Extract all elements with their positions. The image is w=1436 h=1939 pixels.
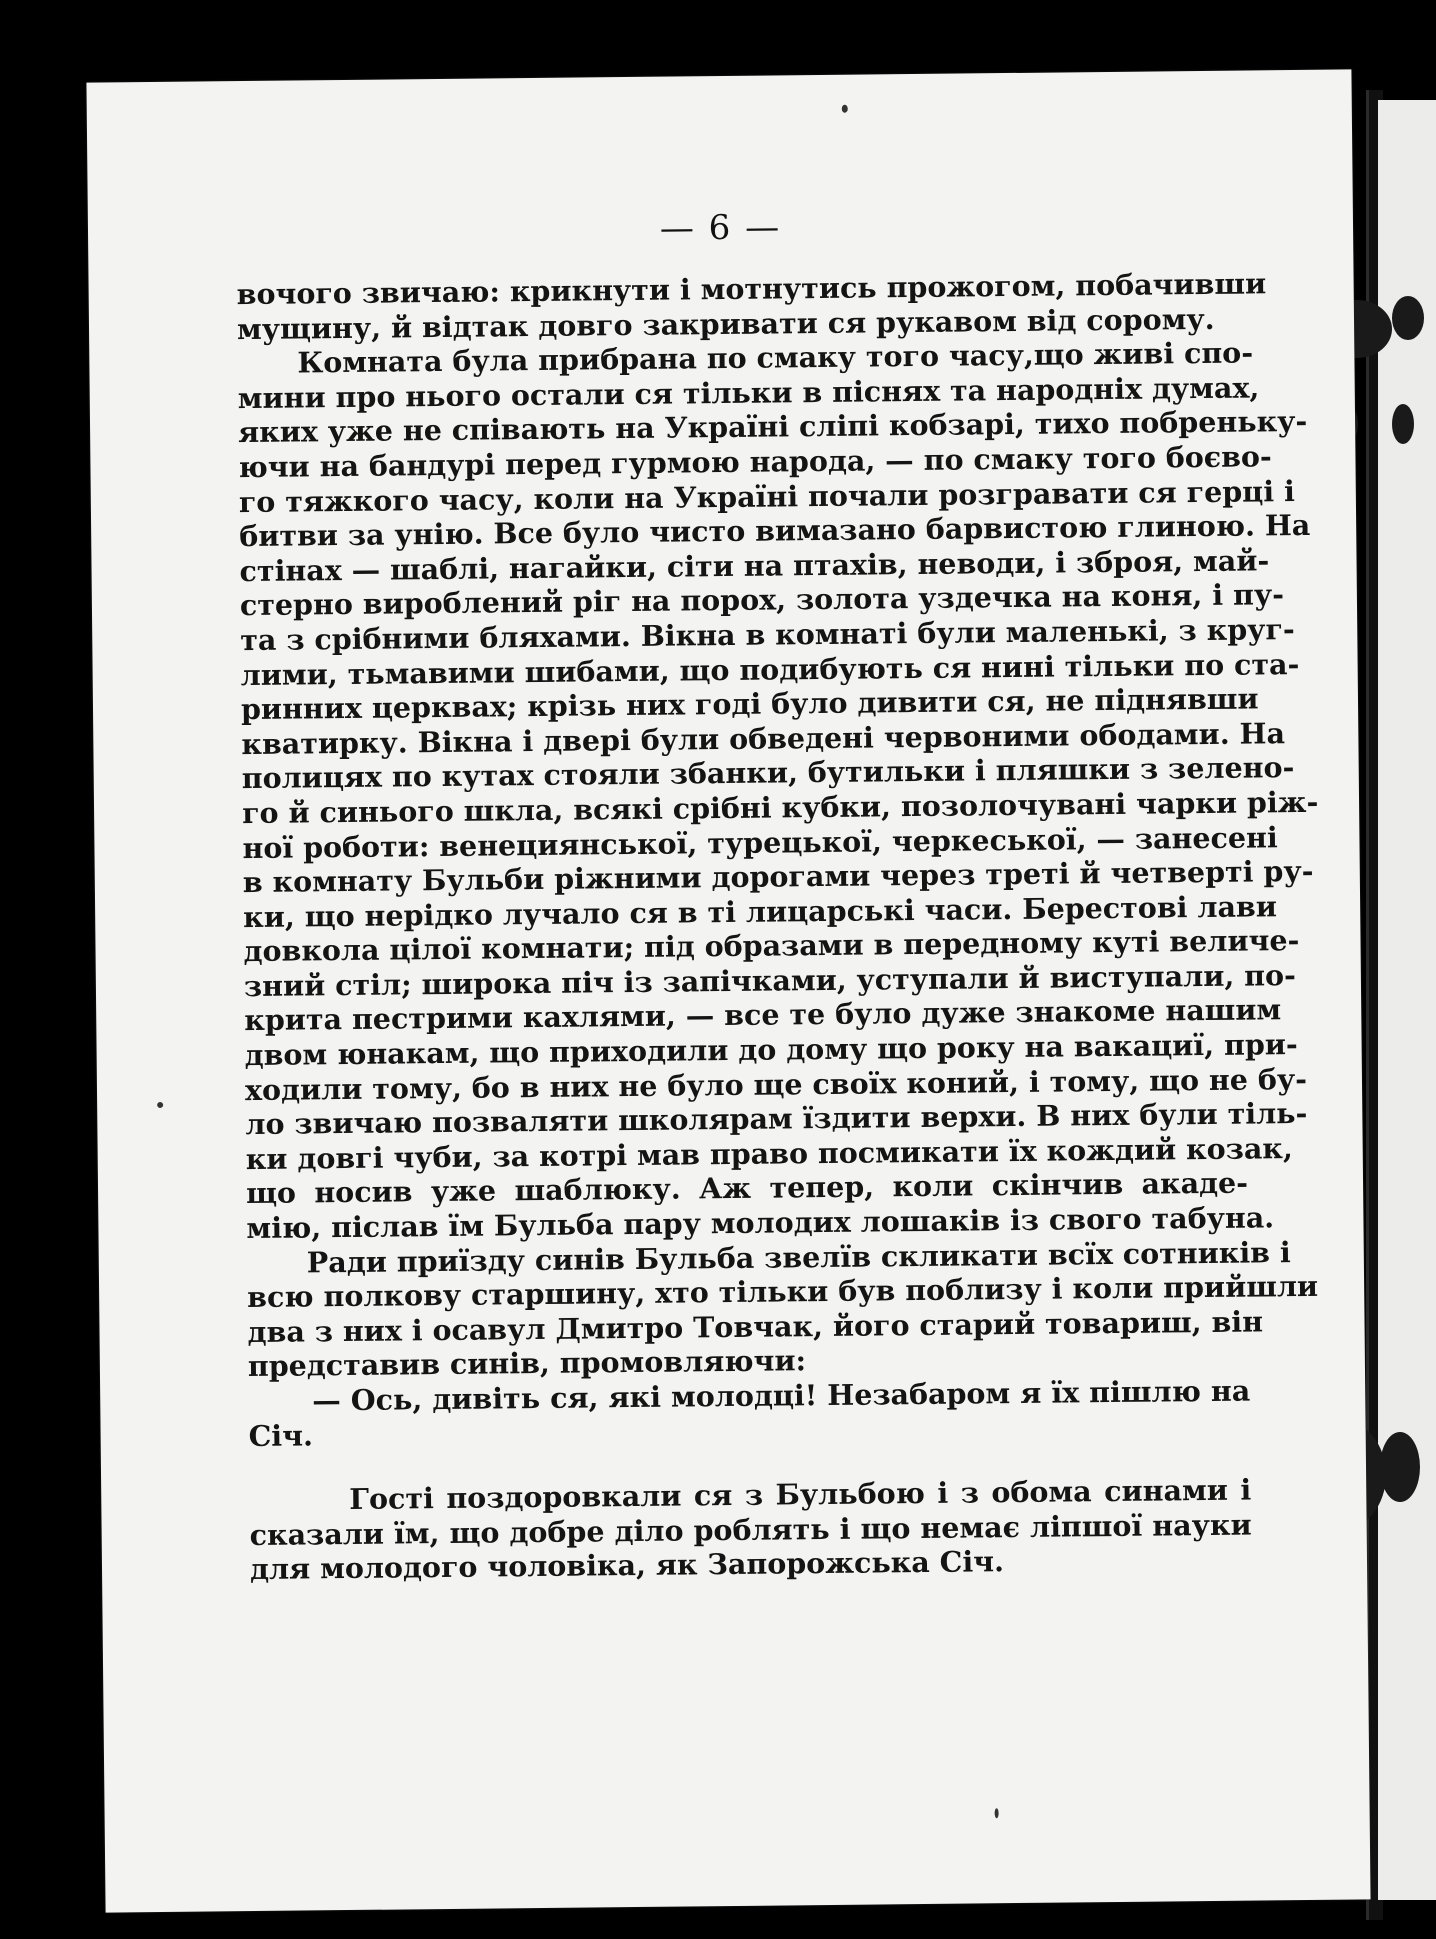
text-line: Ради приїзду синів Бульба звелїв скликати всїх сотників і: [306, 1234, 1291, 1280]
text-line: ної роботи: венециянської, турецької, черкеської, — занесені: [242, 819, 1278, 865]
text-line: ки довгі чуби, за котрі мав право посмикати їх кождий козак,: [245, 1130, 1293, 1176]
text-line: стерно вироблений ріг на порох, золота уздечка на коня, і пу-: [239, 577, 1285, 623]
text-line: вочого звичаю: крикнути і мотнутись прожогом, побачивши: [236, 266, 1267, 312]
text-line: стінах — шаблі, нагайки, сіти на птахів, неводи, і зброя, май-: [239, 543, 1270, 588]
text-line: полицях по кутах стояли збанки, бутильки і пляшки з зелено-: [241, 750, 1295, 796]
adjacent-page-edge: [1378, 100, 1436, 1900]
text-line: ки, що нерідко лучало ся в ті лицарські часи. Берестові лави: [243, 888, 1278, 934]
page-text: [236, 266, 1319, 1587]
text-line: яких уже не співають на Україні сліпі кобзарі, тихо побреньку-: [237, 404, 1308, 450]
page-number: — 6 —: [659, 207, 782, 249]
text-line: го й синього шкла, всякі срібні кубки, позолочувані чарки ріж-: [241, 784, 1319, 830]
text-line: Січ.: [248, 1417, 314, 1453]
text-line: Комната була прибрана по смаку того часу,що живі спо-: [297, 335, 1254, 380]
ink-blot-top-2: [1392, 296, 1424, 340]
text-line: крита пестрими кахлями, — все те було дуже знакоме нашим: [244, 992, 1282, 1038]
text-line: Гості поздоровкали ся з Бульбою і з обома синами і: [349, 1472, 1252, 1517]
text-line: для молодого чоловіка, як Запорожська Січ.: [249, 1544, 1005, 1587]
dust-speck: [995, 1808, 999, 1818]
text-line: в комнату Бульби ріжними дорогами через треті й четверті ру-: [242, 853, 1314, 900]
text-line: мини про нього остали ся тільки в піснях та народніх думах,: [237, 370, 1260, 415]
text-line: ринних церквах; крізь них годі було дивити ся, не піднявши: [240, 681, 1259, 727]
text-line: мію, післав їм Бульба пару молодих лошаків із свого табуна.: [246, 1200, 1275, 1246]
text-line: довкола цілої комнати; під образами в передному куті величе-: [243, 923, 1300, 969]
text-line: що носив уже шаблюку. Аж тепер, коли скінчив акаде-: [245, 1166, 1249, 1211]
text-line: ходили тому, бо в них не було ще своїх коний, і тому, що не бу-: [244, 1061, 1308, 1107]
text-line: ючи на бандурі перед гурмою народа, — по смаку того боєво-: [238, 439, 1272, 485]
text-line: два з них і осавул Дмитро Товчак, його старий товариш, він: [247, 1304, 1264, 1349]
text-line: битви за унію. Все було чисто вимазано барвистою глиною. На: [239, 508, 1311, 554]
text-line: лими, тьмавими шибами, що подибують ся нині тільки по ста-: [240, 646, 1300, 692]
text-line: та з срібними бляхами. Вікна в комнаті були маленькі, з круг-: [240, 611, 1295, 658]
text-line: двом юнакам, що приходили до дому що року на вакациї, при-: [244, 1027, 1298, 1073]
dust-speck: [157, 1102, 163, 1108]
text-line: ло звичаю позваляти школярам їздити верхи. В них були тіль-: [245, 1096, 1308, 1142]
dust-speck: [842, 105, 848, 113]
text-line: представив синів, промовляючи:: [247, 1343, 807, 1384]
text-line: мущину, й відтак довго закривати ся рукавом від сорому.: [236, 301, 1215, 346]
ink-blot-bottom-2: [1380, 1432, 1420, 1502]
text-line: зний стіл; широка піч із запічками, уступали й виступали, по-: [243, 957, 1297, 1003]
ink-blot-mid-2: [1392, 404, 1414, 444]
text-line: го тяжкого часу, коли на Україні почали розгравати ся герці і: [238, 473, 1295, 519]
text-line: — Ось, дивіть ся, які молодці! Незабаром я їх пішлю на: [312, 1373, 1251, 1418]
text-line: сказали їм, що добре діло роблять і що немає ліпшої науки: [249, 1507, 1252, 1552]
text-line: кватирку. Вікна і двері були обведені червоними ободами. На: [241, 715, 1286, 761]
text-line: всю полкову старшину, хто тільки був поблизу і коли прийшли: [247, 1269, 1319, 1315]
book-page: [86, 69, 1370, 1912]
